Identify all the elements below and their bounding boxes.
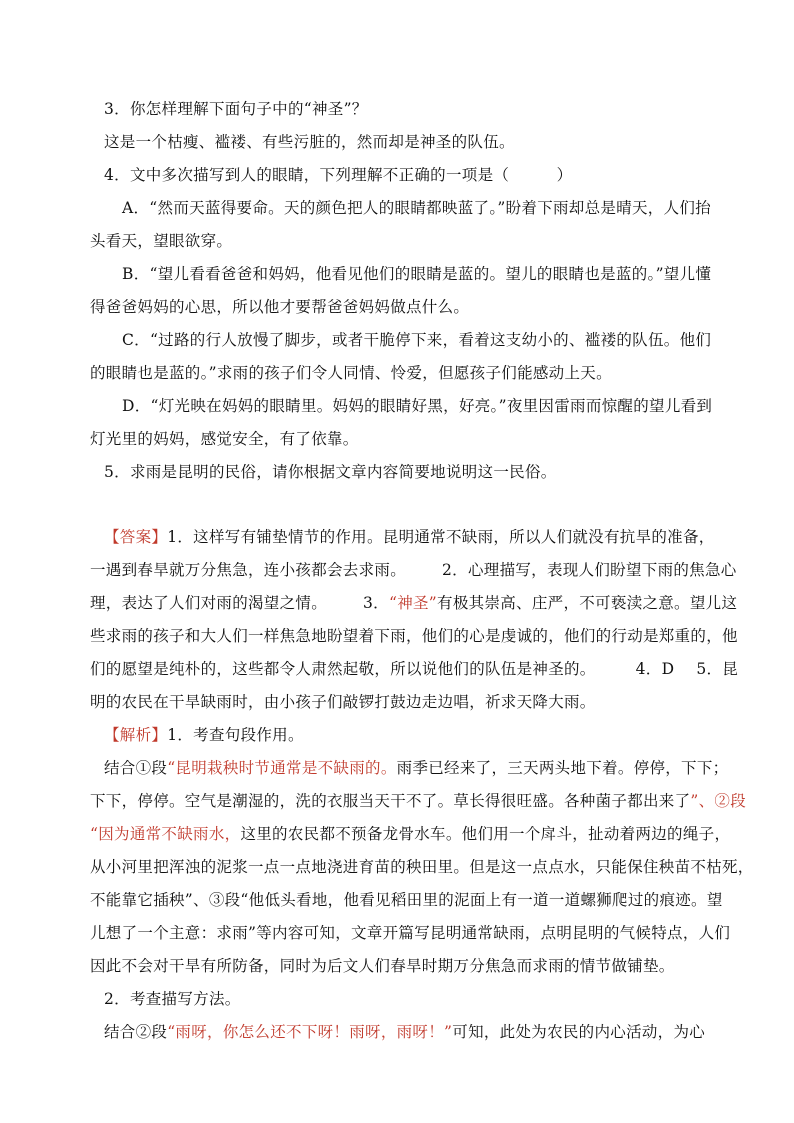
question-3-sentence: 这是一个枯瘦、褴褛、有些污脏的，然而却是神圣的队伍。 xyxy=(104,133,515,151)
option-a-line-2: 头看天，望眼欲穿。 xyxy=(90,232,233,250)
answer-text-3: 理，表达了人们对雨的渴望之情。 xyxy=(90,594,328,612)
question-5: 5．求雨是昆明的民俗，请你根据文章内容简要地说明这一民俗。 xyxy=(104,463,557,481)
analysis-para-3 xyxy=(90,823,730,845)
analysis-text-1: 1．考查句段作用。 xyxy=(167,726,304,744)
analysis-para-6: 儿想了一个主意：求雨”等内容可知，文章开篇写昆明通常缺雨，点明昆明的气候特点，人们 xyxy=(90,924,731,942)
analysis-q1: 结合②段 xyxy=(104,1023,168,1041)
analysis-para-2 xyxy=(90,790,746,812)
answer-text-1: 1．这样写有铺垫情节的作用。昆明通常不缺雨，所以人们就没有抗旱的准备， xyxy=(167,528,715,546)
question-4: 4．文中多次描写到人的眼睛，下列理解不正确的一项是（ ） xyxy=(104,166,573,184)
analysis-p2b: ”、②段 xyxy=(690,792,747,810)
answer-sacred-quote: “神圣” xyxy=(388,594,438,612)
option-c-line-1: C．“过路的行人放慢了脚步，或者干脆停下来，看着这支幼小的、褴褛的队伍。他们 xyxy=(122,331,712,349)
answer-text-3b: 3． xyxy=(363,594,389,612)
option-b-line-2: 得爸爸妈妈的心思，所以他才要帮爸爸妈妈做点什么。 xyxy=(90,298,470,316)
answer-line-4: 些求雨的孩子和大人们一样焦急地盼望着下雨，他们的心是虔诚的，他们的行动是郑重的，他 xyxy=(90,627,738,645)
answer-label: 【答案】 xyxy=(104,528,168,546)
analysis-p3b: 这里的农民都不预备龙骨水车。他们用一个戽斗，扯动着两边的绳子， xyxy=(240,825,731,843)
answer-line-6: 明的农民在干旱缺雨时，由小孩子们敲锣打鼓边走边唱，祈求天降大雨。 xyxy=(90,693,596,711)
option-d-line-1: D．“灯光映在妈妈的眼睛里。妈妈的眼睛好黑，好亮。”夜里因雷雨而惊醒的望儿看到 xyxy=(122,397,713,415)
analysis-p1a: 结合①段 xyxy=(104,759,168,777)
answer-text-5b: 4．D xyxy=(635,660,675,678)
analysis-para-4: 从小河里把浑浊的泥浆一点一点地浇进育苗的秧田里。但是这一点点水，只能保住秧苗不枯死， xyxy=(90,858,754,876)
analysis-para-1 xyxy=(104,757,728,779)
analysis-quote-2: “因为通常不缺雨水， xyxy=(90,825,241,843)
question-3: 3．你怎样理解下面句子中的“神圣”？ xyxy=(104,100,368,118)
option-b-line-1: B．“望儿看看爸爸和妈妈，他看见他们的眼睛是蓝的。望儿的眼睛也是蓝的。”望儿懂 xyxy=(122,265,712,283)
option-d-line-2: 灯光里的妈妈，感觉安全，有了依靠。 xyxy=(90,430,359,448)
answer-text-5c: 5．昆 xyxy=(696,660,739,678)
analysis-p1c: 雨季已经来了，三天两头地下着。停停，下下； xyxy=(396,759,729,777)
answer-line-3 xyxy=(90,592,737,614)
answer-text-2: 一遇到春旱就万分焦急，连小孩都会去求雨。 xyxy=(90,561,407,579)
option-c-line-2: 的眼睛也是蓝的。”求雨的孩子们令人同情、怜爱，但愿孩子们能感动上天。 xyxy=(90,364,612,382)
option-a-line-1: A．“然而天蓝得要命。天的颜色把人的眼睛都映蓝了。”盼着下雨却总是晴天，人们抬 xyxy=(122,199,711,217)
analysis-line-2: 2．考查描写方法。 xyxy=(104,990,241,1008)
analysis-q3: 可知，此处为农民的内心活动，为心 xyxy=(452,1023,706,1041)
analysis-label: 【解析】 xyxy=(104,726,168,744)
analysis-para-8 xyxy=(104,1021,705,1043)
analysis-quote-3: “雨呀，你怎么还不下呀！雨呀，雨呀！” xyxy=(167,1023,453,1041)
answer-line-2 xyxy=(90,559,737,581)
analysis-quote-1: “昆明栽秧时节通常是不缺雨的。 xyxy=(167,759,397,777)
answer-line-1 xyxy=(104,526,715,548)
answer-text-2b: 2．心理描写，表现人们盼望下雨的焦急心 xyxy=(442,561,737,579)
analysis-line-1 xyxy=(104,724,304,746)
answer-text-5: 们的愿望是纯朴的，这些都令人肃然起敬，所以说他们的队伍是神圣的。 xyxy=(90,660,596,678)
analysis-para-5: 不能靠它插秧”、③段“他低头看地，他看见稻田里的泥面上有一道一道螺狮爬过的痕迹。望 xyxy=(90,891,723,909)
analysis-p2: 下下，停停。空气是潮湿的，洗的衣服当天干不了。草长得很旺盛。各种菌子都出来了 xyxy=(90,792,691,810)
answer-text-3d: 有极其崇高、庄严，不可亵渎之意。望儿这 xyxy=(437,594,738,612)
analysis-para-7: 因此不会对干旱有所防备，同时为后文人们春旱时期万分焦急而求雨的情节做铺垫。 xyxy=(90,957,675,975)
answer-line-5 xyxy=(90,658,738,680)
